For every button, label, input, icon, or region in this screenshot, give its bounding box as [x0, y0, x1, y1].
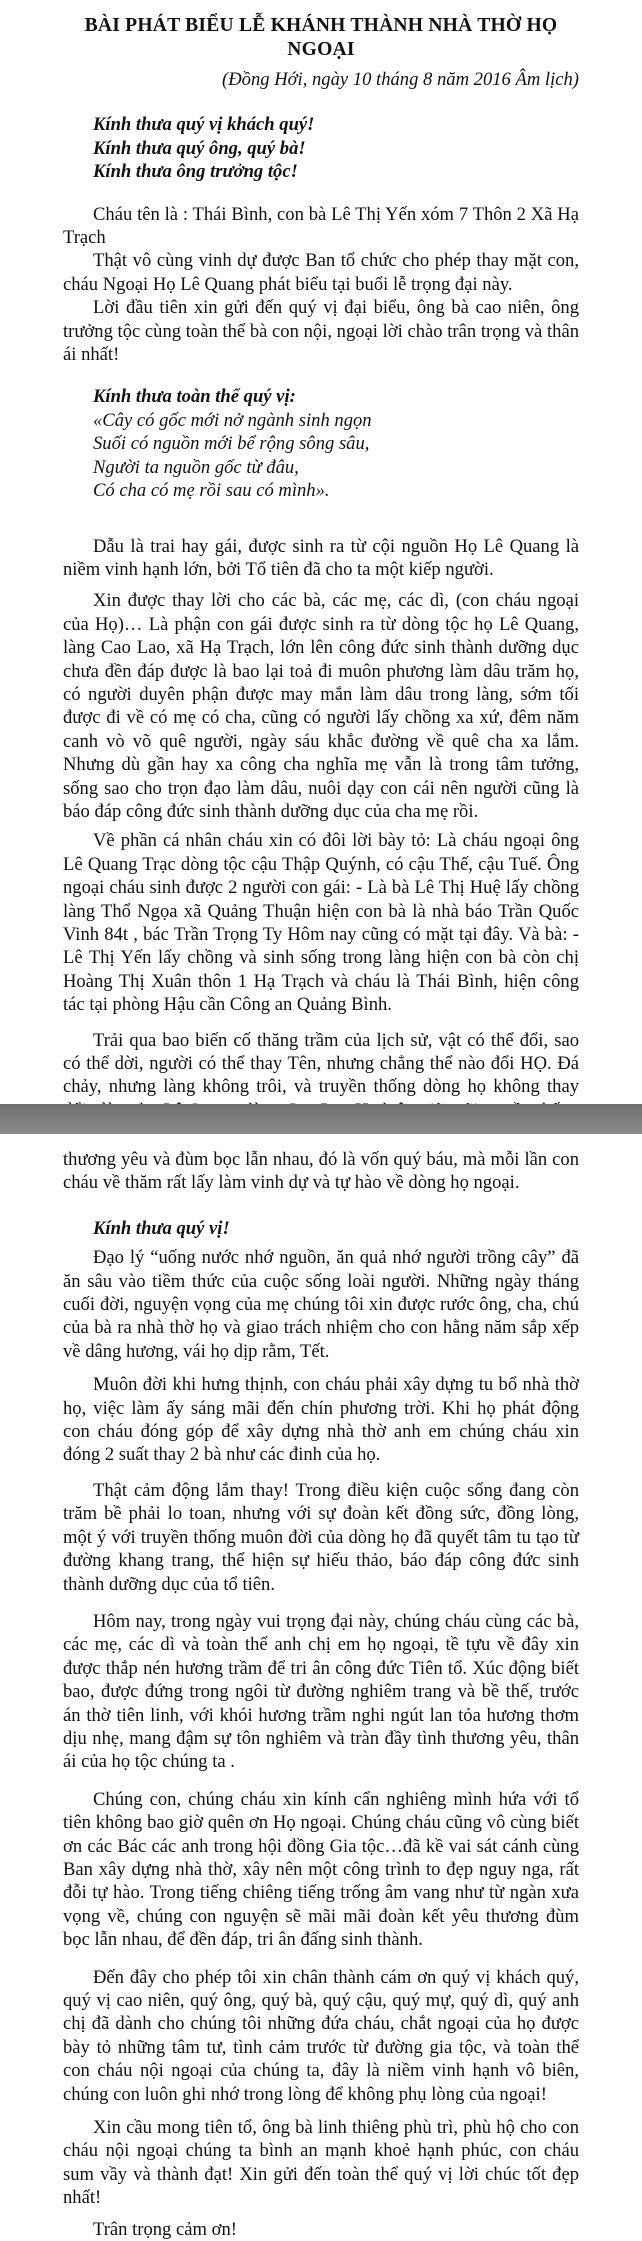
- date-line: (Đồng Hới, ngày 10 tháng 8 năm 2016 Âm lịch): [222, 69, 579, 90]
- document-page-2: [0, 1134, 642, 2240]
- page-separator: [0, 1104, 642, 1134]
- body-paragraph: Về phần cá nhân cháu xin có đôi lời bày tỏ: Là cháu ngoại ông Lê Quang Trạc dòng tộc cậu Thập Quýnh, có cậu Thế, cậu Tuế. Ông ngoại cháu sinh được 2 người con gái: - Là bà Lê Thị Huệ lấy chồng làng Thổ Ngọa xã Quảng Thuận hiện con bà là nhà báo Trần Quốc Vinh 84t , bác Trần Trọng Ty Hôm nay cũng có mặt tại đây. Và bà: - Lê Thị Yến lấy chồng và sinh sống trong làng hiện con bà còn chị Hoàng Thị Xuân thôn 1 Hạ Trạch và cháu là Thái Bình, hiện công tác tại phòng Hậu cần Công an Quảng Bình.: [63, 830, 579, 1016]
- opening-greetings: [63, 113, 579, 183]
- intro-paragraph: Thật vô cùng vinh dự được Ban tổ chức cho phép thay mặt con, cháu Ngoại Họ Lê Quang phát biểu tại buổi lễ trọng đại này.: [63, 250, 579, 295]
- poem-line: Suối có nguồn mới bể rộng sông sâu,: [93, 433, 370, 455]
- body-paragraph: Dẫu là trai hay gái, được sinh ra từ cội nguồn Họ Lê Quang là niềm vinh hạnh lớn, bởi Tổ tiên đã cho ta một kiếp người.: [63, 535, 579, 580]
- intro-paragraph: Cháu tên là : Thái Bình, con bà Lê Thị Yến xóm 7 Thôn 2 Xã Hạ Trạch: [63, 203, 579, 249]
- intro-paragraph: Lời đầu tiên xin gửi đến quý vị đại biểu, ông bà cao niên, ông trưởng tộc cùng toàn thể bà con nội, ngoại lời chào trân trọng và thân ái nhất!: [63, 297, 579, 366]
- document-title: BÀI PHÁT BIỂU LỄ KHÁNH THÀNH NHÀ THỜ HỌ NGOẠI: [84, 15, 558, 60]
- body-paragraph: Xin được thay lời cho các bà, các mẹ, các dì, (con cháu ngoại của Họ)… Là phận con gái được sinh ra từ dòng tộc họ Lê Quang, làng Cao Lao, xã Hạ Trạch, lớn lên công đức sinh thành dưỡng dục chưa đền đáp được là bao lại toả đi muôn phương làm dâu trăm họ, có người duyên phận được may mắn làm dâu trong làng, sớm tối được đi về có mẹ có cha, cũng có người lấy chồng xa xứ, đêm năm canh vò võ quê người, ngày sáu khắc đường về quê cha xa lắm. Nhưng dù gần hay xa công cha nghĩa mẹ vẫn là trong tâm tưởng, sống sao cho trọn đạo làm dâu, nuôi dạy con cái nên người cũng là báo đáp công đức sinh thành dưỡng dục của cha mẹ rồi.: [63, 590, 579, 822]
- body-paragraph: Đạo lý “uống nước nhớ nguồn, ăn quả nhớ người trồng cây” đã ăn sâu vào tiềm thức của cuộc sống loài người. Những ngày tháng cuối đời, nguyện vọng của mẹ chúng tôi xin được rước ông, cha, chú của bà ra nhà thờ họ và giao trách nhiệm cho con hằng năm sắp xếp về dâng hương, vái họ dịp rằm, Tết.: [63, 1247, 579, 1362]
- closing-line: Trân trọng cảm ơn!: [93, 2218, 237, 2240]
- greeting-again: Kính thưa quý vị!: [93, 1217, 230, 1239]
- body-paragraph: Trải qua bao biến cố thăng trầm của lịch sử, vật có thể đổi, sao có thể dời, người có thể thay Tên, nhưng chẳng thể nào đổi HỌ. Đá chảy, nhưng làng không trôi, và truyền thống dòng họ không thay: [63, 1029, 579, 1098]
- body-paragraph: Thật cảm động lắm thay! Trong điều kiện cuộc sống đang còn trăm bề phải lo toan, nhưng với sự đoàn kết đồng sức, đồng lòng, một ý với truyền thống muôn đời của dòng họ đã quyết tâm tu tạo từ đường khang trang, thể hiện sự hiếu thảo, báo đáp công đức sinh thành dưỡng dục của tổ tiên.: [63, 1479, 579, 1595]
- poem-line: «Cây có gốc mới nở ngành sinh ngọn: [93, 409, 372, 431]
- greeting-line: Kính thưa ông trưởng tộc!: [93, 161, 298, 183]
- greeting-line: Kính thưa quý vị khách quý!: [93, 114, 315, 136]
- continuation-paragraph: thương yêu và đùm bọc lẫn nhau, đó là vốn quý báu, mà mỗi lần con cháu về thăm rất lấy làm vinh dự và tự hào về dòng họ ngoại.: [63, 1149, 579, 1194]
- body-paragraph: Xin cầu mong tiên tổ, ông bà linh thiêng phù trì, phù hộ cho con cháu nội ngoại chúng ta bình an mạnh khoẻ hạnh phúc, con cháu sum vầy và thành đạt! Xin gửi đến toàn thể quý vị lời chúc tốt đẹp nhất!: [63, 2117, 579, 2209]
- greeting-line: Kính thưa quý ông, quý bà!: [93, 137, 306, 159]
- poem-line: Có cha có mẹ rồi sau có mình».: [93, 480, 330, 502]
- document-page-1: [0, 0, 642, 1104]
- body-paragraph: Hôm nay, trong ngày vui trọng đại này, chúng cháu cùng các bà, các mẹ, các dì và toàn thể anh chị em họ ngoại, tề tựu về đây xin được thắp nén hương trầm để tri ân công đức Tiên tổ. Xúc động biết bao, được đứng trong ngôi từ đường nghiêm trang và bề thế, trước án thờ tiên linh, với khói hương trầm nghi ngút lan tỏa hương thơm dịu nhẹ, mang đậm sự tôn nghiêm và tràn đầy tình thương yêu, thân ái của họ tộc chúng ta .: [63, 1610, 579, 1773]
- greeting-all: Kính thưa toàn thể quý vị:: [93, 386, 296, 408]
- poem-line: Người ta nguồn gốc từ đâu,: [93, 456, 299, 478]
- body-paragraph: Chúng con, chúng cháu xin kính cẩn nghiêng mình hứa với tổ tiên không bao giờ quên ơn Họ ngoại. Chúng cháu cũng vô cùng biết ơn các Bác các anh trong hội đồng Gia tộc…đã kề vai sát cánh cùng Ban xây dựng nhà thờ, xây nên một công trình to đẹp nguy nga, rất đỗi tự hào. Trong tiếng chiêng tiếng trống âm vang như từ ngàn xưa vọng về, chúng con nguyện sẽ mãi mãi đoàn kết yêu thương đùm bọc lẫn nhau, để đền đáp, tri ân đấng sinh thành.: [63, 1788, 579, 1951]
- poem-block: [63, 409, 579, 503]
- body-paragraph: Muôn đời khi hưng thịnh, con cháu phải xây dựng tu bổ nhà thờ họ, việc làm ấy sáng mãi đến chín phương trời. Khi họ phát động con cháu đóng góp để xây dựng nhà thờ anh em chúng cháu xin đóng 2 suất thay 2 bà như các đinh của họ.: [63, 1374, 579, 1466]
- body-paragraph: Đến đây cho phép tôi xin chân thành cám ơn quý vị khách quý, quý vị cao niên, quý ông, quý bà, quý cậu, quý mự, quý dì, quý anh chị đã dành cho chúng tôi những đứa cháu, chắt ngoại của họ được bày tỏ những tâm tư, tình cảm trước từ đường gia tộc, và toàn thể con cháu nội ngoại của chúng ta, đây là niềm vinh hạnh vô biên, chúng con luôn ghi nhớ trong lòng để không phụ lòng của ngoại!: [63, 1966, 579, 2105]
